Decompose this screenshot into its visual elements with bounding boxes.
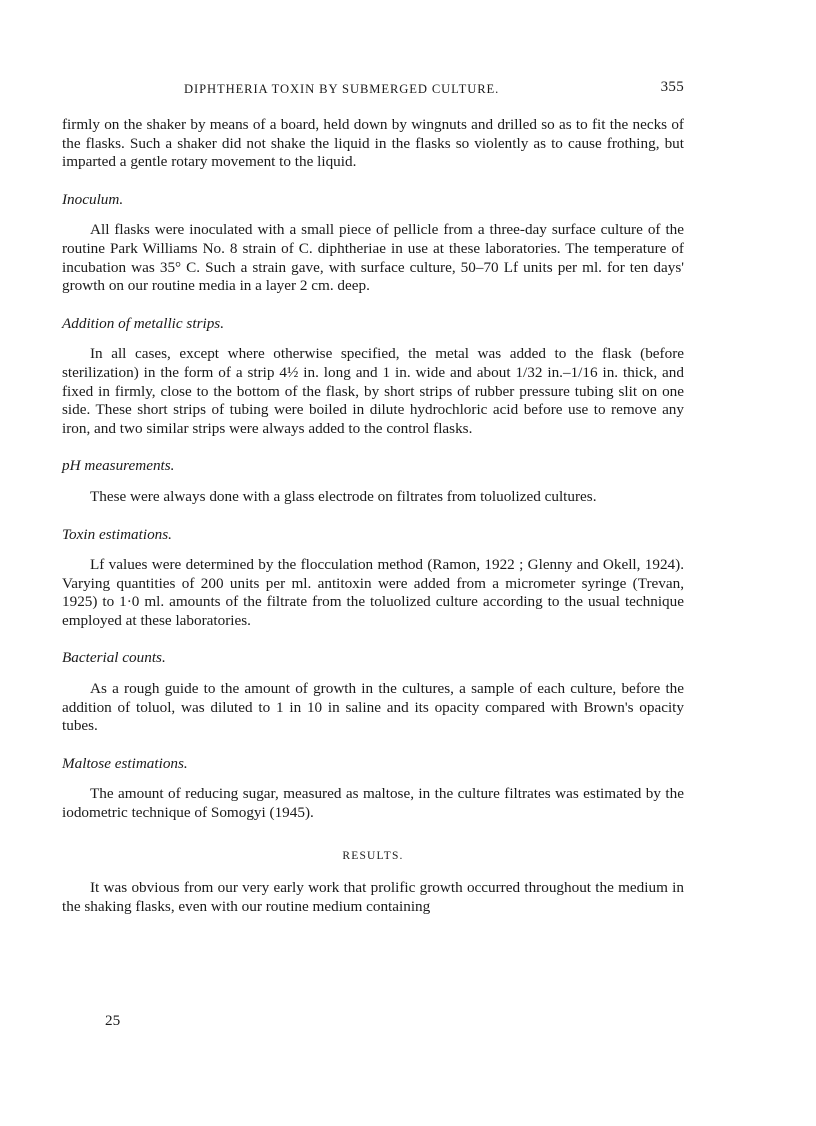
section-heading-ph: pH measurements. — [62, 457, 175, 475]
folio-signature: 25 — [105, 1012, 121, 1029]
intro-paragraph: firmly on the shaker by means of a board, held down by wingnuts and drilled so as to fit the necks of the flasks. Such a shaker did not shake the liquid in the flasks so violently as to cause frothing, but imparted a gentle rotary movement to the liquid. — [62, 116, 684, 171]
section-heading-metallic-strips: Addition of metallic strips. — [62, 314, 224, 332]
running-title: DIPHTHERIA TOXIN BY SUBMERGED CULTURE. — [184, 82, 500, 96]
article-body — [62, 116, 684, 916]
section-text-metallic-strips: In all cases, except where otherwise specified, the metal was added to the flask (before sterilization) in the form of a strip 4½ in. long and 1 in. wide and about 1/32 in.–1/16 in. thick, and fixed in firmly, close to the bottom of the flask, by short strips of rubber pressure tubing slit on one side. These short strips of tubing were boiled in dilute hydrochloric acid before use to remove any iron, and two similar strips were always added to the control flasks. — [62, 345, 684, 437]
section-heading-inoculum: Inoculum. — [62, 190, 124, 208]
section-text-inoculum: All flasks were inoculated with a small piece of pellicle from a three-day surface culture of the routine Park Williams No. 8 strain of C. diphtheriae in use at these laboratories. The temperature of incubation was 35° C. Such a strain gave, with surface culture, 50–70 Lf units per ml. for ten days' growth on our routine media in a layer 2 cm. deep. — [62, 221, 684, 295]
section-text-ph: These were always done with a glass electrode on filtrates from toluolized cultures. — [90, 487, 597, 505]
section-text-bacterial: As a rough guide to the amount of growth in the cultures, a sample of each culture, before the addition of toluol, was diluted to 1 in 10 in saline and its opacity compared with Brown's opacity tubes. — [62, 680, 684, 735]
section-text-maltose: The amount of reducing sugar, measured as maltose, in the culture filtrates was estimated by the iodometric technique of Somogyi (1945). — [62, 785, 684, 822]
section-heading-maltose: Maltose estimations. — [62, 754, 188, 772]
section-text-toxin: Lf values were determined by the flocculation method (Ramon, 1922 ; Glenny and Okell, 1924). Varying quantities of 200 units per ml. antitoxin were added from a micrometer syringe (Trevan, 1925) to 1·0 ml. amounts of the filtrate from the toluolized culture according to the usual technique employed at these laboratories. — [62, 556, 684, 629]
results-text: It was obvious from our very early work that prolific growth occurred throughout the medium in the shaking flasks, even with our routine medium containing — [62, 879, 684, 915]
page-number: 355 — [660, 79, 684, 95]
results-heading: RESULTS. — [342, 849, 404, 862]
section-heading-toxin: Toxin estimations. — [62, 525, 172, 543]
section-heading-bacterial: Bacterial counts. — [62, 649, 166, 667]
